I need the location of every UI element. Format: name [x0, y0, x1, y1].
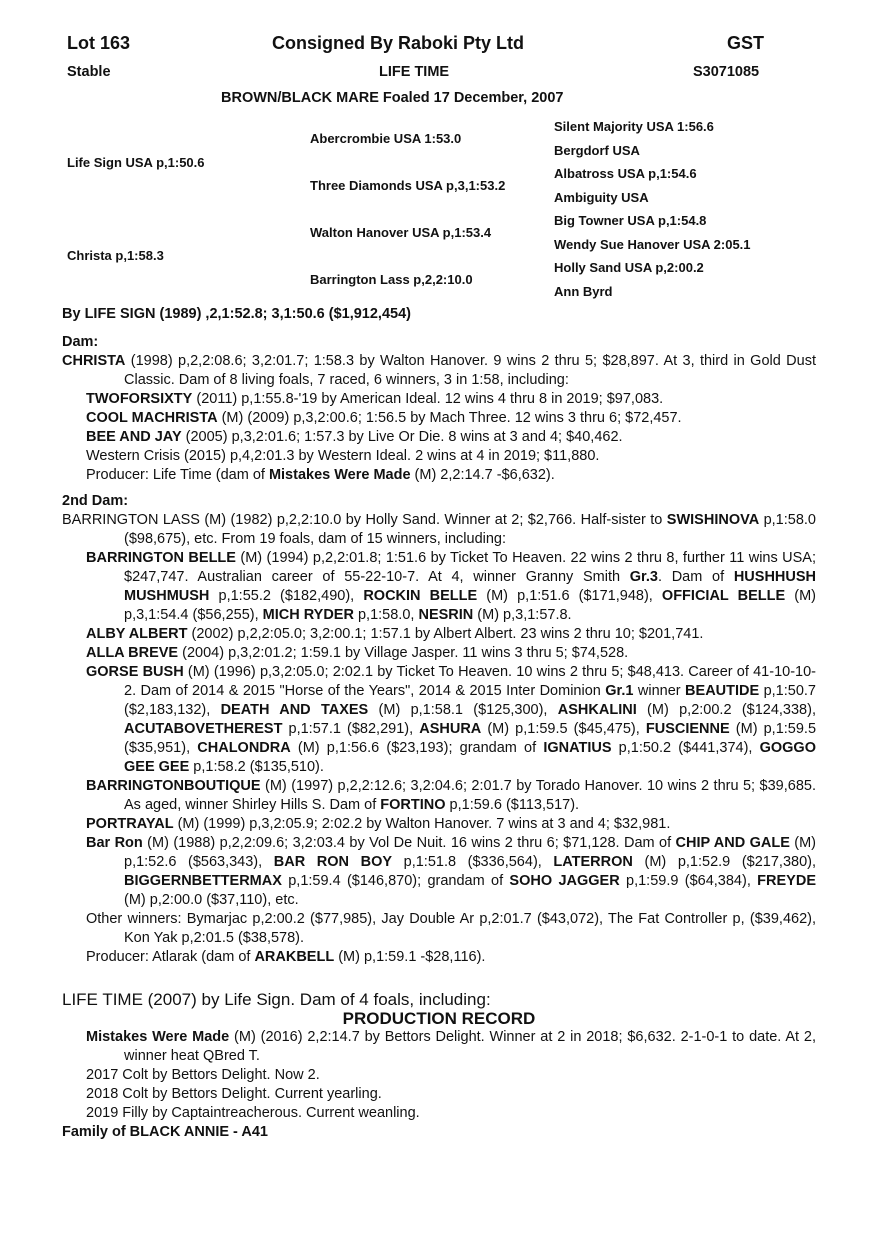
horse-description: BROWN/BLACK MARE Foaled 17 December, 2007 [221, 90, 564, 106]
progeny-entry [62, 834, 816, 910]
progeny-entry [62, 390, 816, 409]
pedigree-gen3: Albatross USA p,1:54.6 [554, 166, 697, 181]
dam-main [62, 352, 816, 390]
horse-name-bold: CHALONDRA [197, 740, 291, 756]
text-run: (M) p,3,1:57.8. [473, 607, 572, 623]
horse-name-bold: MICH RYDER [262, 607, 354, 623]
horse-name-bold: PORTRAYAL [86, 816, 174, 832]
text-run: (M) (1994) p,2,2:01.8; 1:51.6 by Ticket To Heaven. 22 wins 2 thru 8, further 11 wins USA; $247,747. Australian career of 55-22-10-7. At 4, winner Granny Smith [124, 550, 816, 585]
text-run: (M) (1988) p,2,2:09.6; 3,2:03.4 by Vol De Nuit. 16 wins 2 thru 6; $71,128. Dam of [142, 835, 676, 851]
family-line: Family of BLACK ANNIE - A41 [62, 1124, 268, 1140]
pedigree-gen2: Three Diamonds USA p,3,1:53.2 [310, 178, 506, 193]
horse-name-bold: HUSHHUSH MUSHMUSH [124, 569, 816, 604]
text-run: (M) p,2:00.0 ($37,110), etc. [124, 892, 299, 908]
horse-name-bold: BIGGERNBETTERMAX [124, 873, 282, 889]
horse-name-bold: ASHURA [419, 721, 482, 737]
text-run: (M) p,1:52.6 ($563,343), [124, 835, 817, 870]
horse-name-bold: COOL MACHRISTA [86, 410, 218, 426]
second-dam-section [62, 492, 816, 967]
horse-name-bold: BARRINGTON BELLE [86, 550, 236, 566]
progeny-entry [62, 644, 816, 663]
consignor: Consigned By Raboki Pty Ltd [272, 33, 525, 53]
text-run: winner [633, 683, 686, 699]
race-grade: Gr.3 [629, 569, 658, 585]
horse-name-bold: ACUTABOVETHEREST [124, 721, 283, 737]
text-run: (M) p,1:59.5 ($45,475), [481, 721, 646, 737]
horse-name-bold: BEAUTIDE [685, 683, 760, 699]
horse-name-bold: OFFICIAL BELLE [661, 588, 786, 604]
progeny-entry [62, 815, 816, 834]
horse-name-bold: ASHKALINI [557, 702, 637, 718]
progeny-entry [62, 428, 816, 447]
text-run: (M) p,3,1:54.4 ($56,255), [124, 588, 817, 623]
horse-name-bold: BEE AND JAY [86, 429, 182, 445]
production-section [62, 990, 816, 1142]
progeny-entry: Western Crisis (2015) p,4,2:01.3 by Western Ideal. 2 wins at 4 in 2019; $11,880. [86, 448, 600, 464]
horse-name-bold: DEATH AND TAXES [220, 702, 369, 718]
horse-name-bold: FORTINO [380, 797, 446, 813]
progeny-entry [62, 625, 816, 644]
race-grade: Gr.1 [605, 683, 634, 699]
other-winners: Other winners: Bymarjac p,2:00.2 ($77,985), Jay Double Ar p,2:01.7 ($43,072), The Fat Controller p, ($39,462), Kon Yak p,2:01.5 ($38,578). [86, 911, 816, 946]
production-heading: PRODUCTION RECORD [342, 1009, 536, 1028]
sire-line: By LIFE SIGN (1989) ,2,1:52.8; 3,1:50.6 ($1,912,454) [62, 306, 411, 322]
horse-name-bold: BARRINGTONBOUTIQUE [86, 778, 261, 794]
text-run: BARRINGTON LASS (M) (1982) p,2,2:10.0 by Holly Sand. Winner at 2; $2,766. Half-sister to [62, 512, 667, 528]
horse-name-bold: Mistakes Were Made [86, 1029, 230, 1045]
pedigree-gen3: Ann Byrd [554, 284, 613, 299]
pedigree-sire: Life Sign USA p,1:50.6 [67, 155, 205, 170]
production-entry: 2019 Filly by Captaintreacherous. Current weanling. [86, 1105, 420, 1121]
producer-line [62, 466, 816, 485]
text-run: (2002) p,2,2:05.0; 3,2:00.1; 1:57.1 by Albert Albert. 23 wins 2 thru 10; $201,741. [187, 626, 704, 642]
horse-name-bold: Bar Ron [86, 835, 143, 851]
text-run: (M) 2,2:14.7 -$6,632). [410, 467, 555, 483]
gst-label: GST [727, 33, 765, 53]
second-dam-label: 2nd Dam: [62, 493, 129, 509]
horse-name-bold: ROCKIN BELLE [363, 588, 478, 604]
horse-name-bold: SWISHINOVA [666, 512, 760, 528]
horse-name-bold: CHIP AND GALE [675, 835, 790, 851]
producer-line [62, 948, 816, 967]
pedigree-gen3: Holly Sand USA p,2:00.2 [554, 260, 704, 275]
progeny-entry [62, 549, 816, 625]
pedigree-gen2: Barrington Lass p,2,2:10.0 [310, 272, 473, 287]
pedigree-gen2: Abercrombie USA 1:53.0 [310, 131, 462, 146]
production-entry: 2017 Colt by Bettors Delight. Now 2. [86, 1067, 320, 1083]
text-run: (M) (1996) p,3,2:05.0; 2:02.1 by Ticket To Heaven. 10 wins 2 thru 5; $48,413. Career of 41-10-10-2. Dam of 2014 & 2015 "Horse of the Years", 2014 & 2015 Inter Dominion [124, 664, 816, 699]
horse-name-bold: NESRIN [418, 607, 474, 623]
horse-name-bold: SOHO JAGGER [509, 873, 620, 889]
production-entry [62, 1028, 816, 1066]
text-run: (M) p,1:51.6 ($171,948), [477, 588, 662, 604]
pedigree-gen3: Bergdorf USA [554, 143, 640, 158]
horse-name-bold: IGNATIUS [543, 740, 612, 756]
text-run: p,1:50.7 ($2,183,132), [124, 683, 816, 718]
progeny-text: (M) (2009) p,3,2:00.6; 1:56.5 by Mach Three. 12 wins 3 thru 6; $72,457. [217, 410, 682, 426]
horse-name-bold: GORSE BUSH [86, 664, 184, 680]
dam-main-text: (1998) p,2,2:08.6; 3,2:01.7; 1:58.3 by Walton Hanover. 9 wins 2 thru 5; $28,897. At 3, third in Gold Dust Classic. Dam of 8 living foals, 7 raced, 6 winners, 3 in 1:58, including: [124, 353, 816, 388]
progeny-entry [62, 777, 816, 815]
horse-name-bold: ALBY ALBERT [86, 626, 188, 642]
horse-name-bold: FUSCIENNE [645, 721, 730, 737]
text-run: (M) (2016) 2,2:14.7 by Bettors Delight. Winner at 2 in 2018; $6,632. 2-1-0-1 to date. At 2, winner heat QBred T. [124, 1029, 817, 1064]
second-dam-main [62, 511, 816, 549]
text-run: (M) p,1:58.1 ($125,300), [368, 702, 558, 718]
pedigree-gen3: Big Towner USA p,1:54.8 [554, 213, 707, 228]
progeny-entry [62, 409, 816, 428]
text-run: p,1:58.2 ($135,510). [189, 759, 324, 775]
text-run: p,1:59.9 ($64,384), [619, 873, 758, 889]
text-run: p,1:58.0, [353, 607, 419, 623]
progeny-entry [62, 663, 816, 777]
production-intro: LIFE TIME (2007) by Life Sign. Dam of 4 foals, including: [62, 990, 491, 1009]
text-run: (M) p,1:56.6 ($23,193); grandam of [290, 740, 544, 756]
text-run: p,1:57.1 ($82,291), [282, 721, 420, 737]
horse-name-bold: CHRISTA [62, 353, 126, 369]
id-code: S3071085 [693, 64, 760, 80]
text-run: Producer: Life Time (dam of [86, 467, 269, 483]
pedigree-gen3: Ambiguity USA [554, 190, 649, 205]
horse-name: LIFE TIME [379, 64, 450, 80]
text-run: (M) p,1:59.1 -$28,116). [334, 949, 486, 965]
text-run: p,1:59.4 ($146,870); grandam of [281, 873, 510, 889]
horse-name-bold: Mistakes Were Made [268, 467, 411, 483]
text-run: p,1:55.2 ($182,490), [209, 588, 364, 604]
text-run: p,1:58.0 ($98,675), etc. From 19 foals, dam of 15 winners, including: [124, 512, 816, 547]
text-run: p,1:59.6 ($113,517). [445, 797, 580, 813]
dam-section [62, 333, 816, 485]
horse-name-bold: GOGGO GEE GEE [124, 740, 816, 775]
pedigree-gen3: Silent Majority USA 1:56.6 [554, 119, 714, 134]
text-run: p,1:51.8 ($336,564), [392, 854, 554, 870]
text-run: Producer: Atlarak (dam of [86, 949, 255, 965]
text-run: (2004) p,3,2:01.2; 1:59.1 by Village Jasper. 11 wins 3 thru 5; $74,528. [178, 645, 629, 661]
production-entry: 2018 Colt by Bettors Delight. Current yearling. [86, 1086, 382, 1102]
location: Stable [67, 64, 111, 80]
pedigree-gen2: Walton Hanover USA p,1:53.4 [310, 225, 492, 240]
progeny-text: (2011) p,1:55.8-'19 by American Ideal. 12 wins 4 thru 8 in 2019; $97,083. [192, 391, 664, 407]
pedigree-gen3: Wendy Sue Hanover USA 2:05.1 [554, 237, 751, 252]
horse-name-bold: LATERRON [553, 854, 633, 870]
text-run: (M) (1999) p,3,2:05.9; 2:02.2 by Walton Hanover. 7 wins at 3 and 4; $32,981. [173, 816, 671, 832]
horse-name-bold: ARAKBELL [254, 949, 335, 965]
dam-label: Dam: [62, 334, 99, 350]
progeny-text: (2005) p,3,2:01.6; 1:57.3 by Live Or Die. 8 wins at 3 and 4; $40,462. [181, 429, 623, 445]
horse-name-bold: BAR RON BOY [273, 854, 393, 870]
horse-name-bold: TWOFORSIXTY [86, 391, 193, 407]
text-run: (M) p,1:59.5 ($35,951), [124, 721, 817, 756]
horse-name-bold: ALLA BREVE [86, 645, 179, 661]
text-run: (M) p,2:00.2 ($124,338), [636, 702, 816, 718]
pedigree-dam: Christa p,1:58.3 [67, 248, 164, 263]
text-run: (M) (1997) p,2,2:12.6; 3,2:04.6; 2:01.7 by Torado Hanover. 10 wins 2 thru 5; $39,685. As aged, winner Shirley Hills S. Dam of [124, 778, 816, 813]
horse-name-bold: FREYDE [757, 873, 816, 889]
text-run: (M) p,1:52.9 ($217,380), [632, 854, 816, 870]
lot-number: Lot 163 [67, 33, 131, 53]
text-run: p,1:50.2 ($441,374), [611, 740, 760, 756]
text-run: . Dam of [657, 569, 734, 585]
